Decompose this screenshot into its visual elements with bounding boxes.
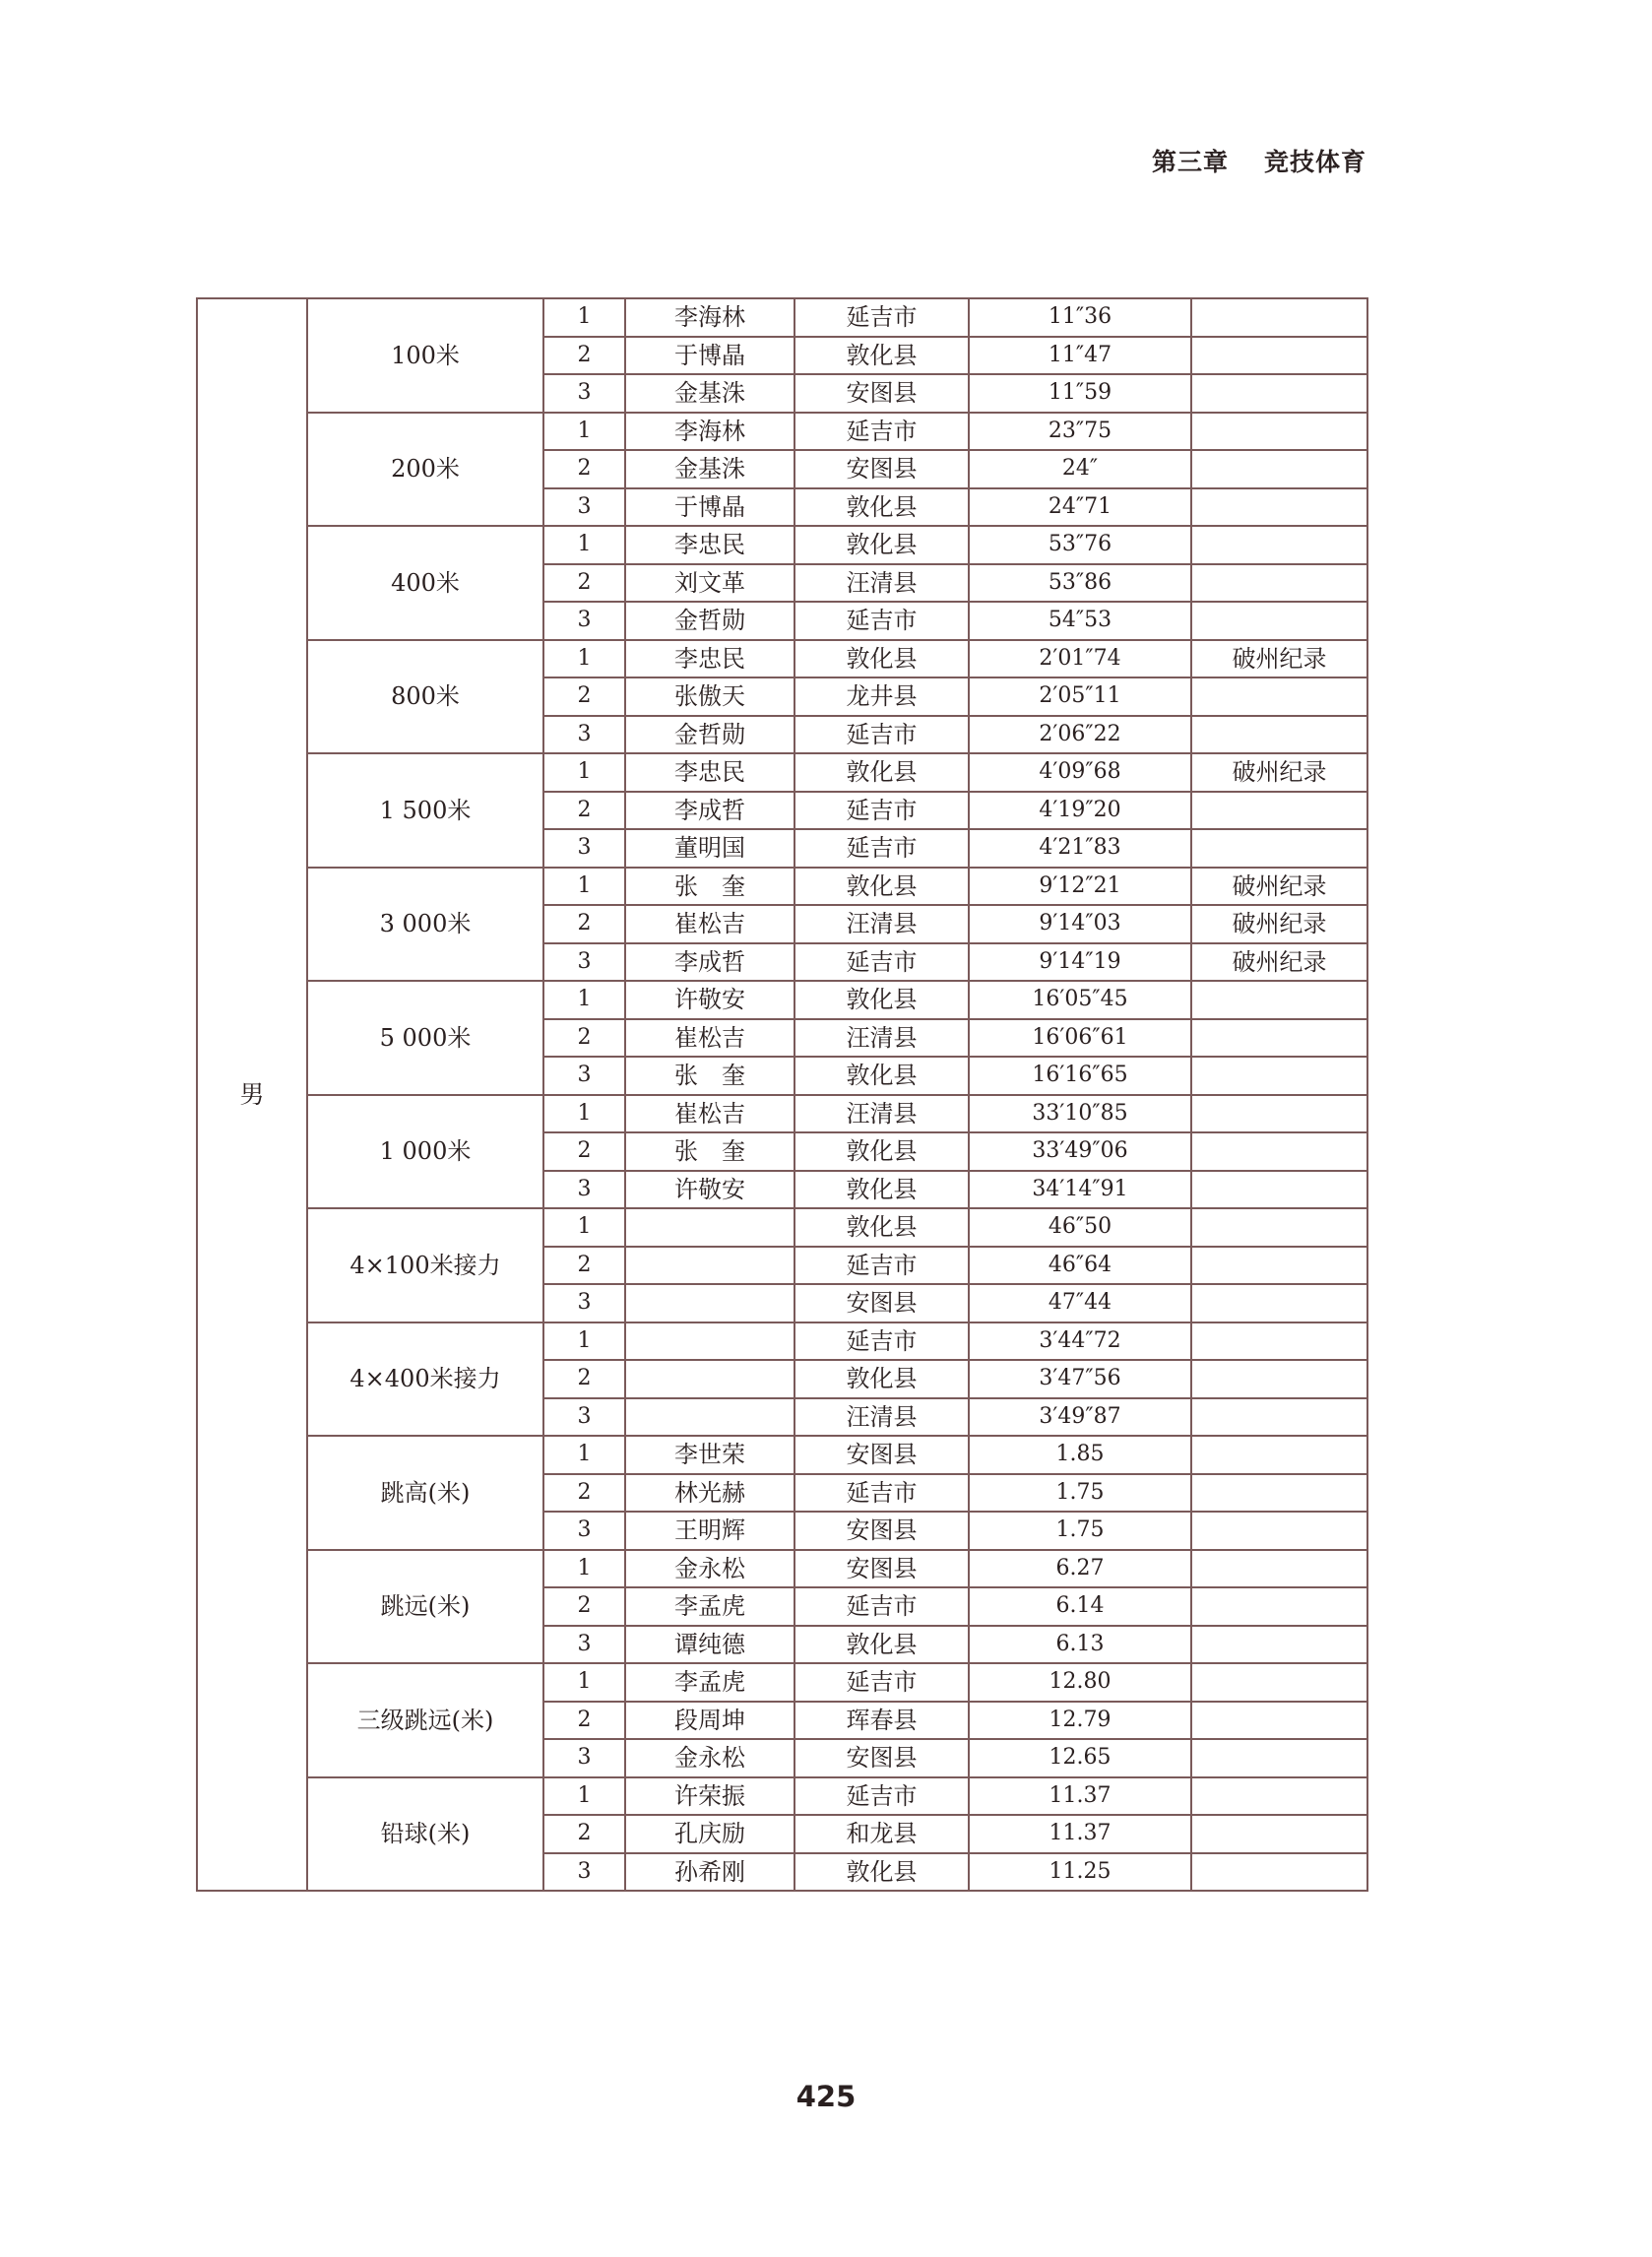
rank-cell: 1 xyxy=(543,1095,625,1133)
performance-cell: 11.37 xyxy=(969,1777,1191,1816)
table-row xyxy=(197,1663,1367,1702)
note-cell xyxy=(1191,337,1367,375)
performance-cell: 33′49″06 xyxy=(969,1132,1191,1171)
rank-cell: 2 xyxy=(543,337,625,375)
performance-cell: 11.25 xyxy=(969,1853,1191,1892)
region-cell: 敦化县 xyxy=(794,526,969,564)
athlete-name-cell xyxy=(625,1322,794,1361)
region-cell: 安图县 xyxy=(794,1436,969,1474)
athlete-name-cell: 李成哲 xyxy=(625,792,794,830)
table-row xyxy=(197,868,1367,906)
note-cell xyxy=(1191,677,1367,716)
note-cell xyxy=(1191,1663,1367,1702)
chapter-header xyxy=(1152,143,1366,178)
region-cell: 延吉市 xyxy=(794,792,969,830)
rank-cell: 1 xyxy=(543,1663,625,1702)
performance-cell: 16′06″61 xyxy=(969,1019,1191,1058)
rank-cell: 3 xyxy=(543,716,625,754)
region-cell: 敦化县 xyxy=(794,1626,969,1664)
performance-cell: 1.85 xyxy=(969,1436,1191,1474)
note-cell: 破州纪录 xyxy=(1191,868,1367,906)
athlete-name-cell: 崔松吉 xyxy=(625,905,794,943)
note-cell xyxy=(1191,1550,1367,1588)
note-cell xyxy=(1191,1587,1367,1626)
event-name-cell: 4×400米接力 xyxy=(307,1322,543,1437)
region-cell: 敦化县 xyxy=(794,1360,969,1398)
note-cell xyxy=(1191,526,1367,564)
table-row xyxy=(197,1777,1367,1816)
athlete-name-cell: 李孟虎 xyxy=(625,1587,794,1626)
athlete-name-cell: 张 奎 xyxy=(625,868,794,906)
region-cell: 敦化县 xyxy=(794,753,969,792)
table-row xyxy=(197,753,1367,792)
event-name-cell: 800米 xyxy=(307,640,543,754)
note-cell xyxy=(1191,1739,1367,1777)
region-cell: 延吉市 xyxy=(794,298,969,337)
note-cell xyxy=(1191,602,1367,640)
rank-cell: 1 xyxy=(543,981,625,1019)
event-name-cell: 4×100米接力 xyxy=(307,1208,543,1322)
rank-cell: 3 xyxy=(543,943,625,982)
athlete-name-cell: 王明辉 xyxy=(625,1512,794,1550)
performance-cell: 53″86 xyxy=(969,564,1191,603)
region-cell: 敦化县 xyxy=(794,488,969,527)
event-name-cell: 跳远(米) xyxy=(307,1550,543,1664)
note-cell xyxy=(1191,1702,1367,1740)
athlete-name-cell xyxy=(625,1398,794,1437)
region-cell: 延吉市 xyxy=(794,1777,969,1816)
rank-cell: 2 xyxy=(543,1247,625,1285)
athlete-name-cell: 李海林 xyxy=(625,413,794,451)
event-name-cell: 跳高(米) xyxy=(307,1436,543,1550)
note-cell xyxy=(1191,374,1367,413)
note-cell xyxy=(1191,1057,1367,1095)
performance-cell: 4′19″20 xyxy=(969,792,1191,830)
rank-cell: 1 xyxy=(543,753,625,792)
athlete-name-cell: 张 奎 xyxy=(625,1132,794,1171)
rank-cell: 1 xyxy=(543,413,625,451)
rank-cell: 2 xyxy=(543,564,625,603)
note-cell xyxy=(1191,1208,1367,1247)
athlete-name-cell: 崔松吉 xyxy=(625,1095,794,1133)
performance-cell: 34′14″91 xyxy=(969,1171,1191,1209)
athlete-name-cell: 崔松吉 xyxy=(625,1019,794,1058)
event-name-cell: 3 000米 xyxy=(307,868,543,982)
region-cell: 延吉市 xyxy=(794,413,969,451)
region-cell: 延吉市 xyxy=(794,943,969,982)
athlete-name-cell: 金基洙 xyxy=(625,450,794,488)
event-name-cell: 铅球(米) xyxy=(307,1777,543,1892)
note-cell xyxy=(1191,1626,1367,1664)
event-name-cell: 1 000米 xyxy=(307,1095,543,1209)
athlete-name-cell: 于博晶 xyxy=(625,488,794,527)
performance-cell: 54″53 xyxy=(969,602,1191,640)
event-name-cell: 1 500米 xyxy=(307,753,543,868)
note-cell: 破州纪录 xyxy=(1191,905,1367,943)
performance-cell: 16′05″45 xyxy=(969,981,1191,1019)
note-cell xyxy=(1191,1853,1367,1892)
performance-cell: 11″36 xyxy=(969,298,1191,337)
region-cell: 安图县 xyxy=(794,450,969,488)
performance-cell: 16′16″65 xyxy=(969,1057,1191,1095)
table-row xyxy=(197,1322,1367,1361)
rank-cell: 2 xyxy=(543,1019,625,1058)
note-cell xyxy=(1191,1284,1367,1322)
rank-cell: 1 xyxy=(543,640,625,678)
performance-cell: 6.13 xyxy=(969,1626,1191,1664)
rank-cell: 1 xyxy=(543,526,625,564)
region-cell: 敦化县 xyxy=(794,1853,969,1892)
performance-cell: 6.14 xyxy=(969,1587,1191,1626)
event-name-cell: 200米 xyxy=(307,413,543,527)
note-cell xyxy=(1191,564,1367,603)
rank-cell: 2 xyxy=(543,450,625,488)
note-cell: 破州纪录 xyxy=(1191,943,1367,982)
region-cell: 敦化县 xyxy=(794,1171,969,1209)
region-cell: 敦化县 xyxy=(794,1208,969,1247)
athlete-name-cell: 林光赫 xyxy=(625,1474,794,1513)
rank-cell: 2 xyxy=(543,1474,625,1513)
results-body xyxy=(197,298,1367,1891)
region-cell: 延吉市 xyxy=(794,1474,969,1513)
region-cell: 延吉市 xyxy=(794,1587,969,1626)
event-name-cell: 5 000米 xyxy=(307,981,543,1095)
gender-cell: 男 xyxy=(197,298,307,1891)
note-cell xyxy=(1191,1095,1367,1133)
athlete-name-cell: 李忠民 xyxy=(625,640,794,678)
rank-cell: 3 xyxy=(543,1398,625,1437)
performance-cell: 9′12″21 xyxy=(969,868,1191,906)
performance-cell: 46″50 xyxy=(969,1208,1191,1247)
rank-cell: 1 xyxy=(543,1550,625,1588)
athlete-name-cell: 于博晶 xyxy=(625,337,794,375)
note-cell xyxy=(1191,1132,1367,1171)
athlete-name-cell: 金哲勋 xyxy=(625,602,794,640)
rank-cell: 1 xyxy=(543,1777,625,1816)
performance-cell: 33′10″85 xyxy=(969,1095,1191,1133)
performance-cell: 11″47 xyxy=(969,337,1191,375)
performance-cell: 6.27 xyxy=(969,1550,1191,1588)
athlete-name-cell: 谭纯德 xyxy=(625,1626,794,1664)
athlete-name-cell xyxy=(625,1208,794,1247)
region-cell: 敦化县 xyxy=(794,1057,969,1095)
rank-cell: 1 xyxy=(543,1322,625,1361)
note-cell xyxy=(1191,716,1367,754)
performance-cell: 12.65 xyxy=(969,1739,1191,1777)
performance-cell: 12.80 xyxy=(969,1663,1191,1702)
note-cell xyxy=(1191,450,1367,488)
rank-cell: 3 xyxy=(543,488,625,527)
region-cell: 延吉市 xyxy=(794,716,969,754)
rank-cell: 3 xyxy=(543,829,625,868)
region-cell: 汪清县 xyxy=(794,1019,969,1058)
rank-cell: 1 xyxy=(543,868,625,906)
athlete-name-cell: 金哲勋 xyxy=(625,716,794,754)
rank-cell: 3 xyxy=(543,1057,625,1095)
page-number: 425 xyxy=(795,2080,857,2113)
chapter-title: 竞技体育 xyxy=(1263,148,1366,176)
performance-cell: 4′09″68 xyxy=(969,753,1191,792)
performance-cell: 9′14″03 xyxy=(969,905,1191,943)
performance-cell: 1.75 xyxy=(969,1474,1191,1513)
region-cell: 敦化县 xyxy=(794,1132,969,1171)
table-row xyxy=(197,981,1367,1019)
note-cell xyxy=(1191,1247,1367,1285)
performance-cell: 2′05″11 xyxy=(969,677,1191,716)
note-cell xyxy=(1191,1019,1367,1058)
table-row xyxy=(197,1436,1367,1474)
rank-cell: 2 xyxy=(543,1587,625,1626)
region-cell: 延吉市 xyxy=(794,1663,969,1702)
region-cell: 安图县 xyxy=(794,1284,969,1322)
athlete-name-cell: 段周坤 xyxy=(625,1702,794,1740)
rank-cell: 3 xyxy=(543,1739,625,1777)
table-row xyxy=(197,1208,1367,1247)
table-row xyxy=(197,413,1367,451)
performance-cell: 24″71 xyxy=(969,488,1191,527)
table-row xyxy=(197,640,1367,678)
performance-cell: 2′06″22 xyxy=(969,716,1191,754)
chapter-label: 第三章 xyxy=(1151,148,1229,176)
rank-cell: 3 xyxy=(543,1512,625,1550)
rank-cell: 2 xyxy=(543,905,625,943)
note-cell: 破州纪录 xyxy=(1191,753,1367,792)
region-cell: 敦化县 xyxy=(794,981,969,1019)
athlete-name-cell: 李海林 xyxy=(625,298,794,337)
rank-cell: 3 xyxy=(543,1171,625,1209)
note-cell xyxy=(1191,1777,1367,1816)
athlete-name-cell: 李忠民 xyxy=(625,753,794,792)
note-cell xyxy=(1191,829,1367,868)
performance-cell: 9′14″19 xyxy=(969,943,1191,982)
rank-cell: 2 xyxy=(543,1702,625,1740)
note-cell xyxy=(1191,792,1367,830)
region-cell: 延吉市 xyxy=(794,602,969,640)
rank-cell: 3 xyxy=(543,1853,625,1892)
athlete-name-cell: 许荣振 xyxy=(625,1777,794,1816)
note-cell xyxy=(1191,488,1367,527)
event-name-cell: 三级跳远(米) xyxy=(307,1663,543,1777)
rank-cell: 2 xyxy=(543,1815,625,1853)
note-cell xyxy=(1191,1474,1367,1513)
table-row xyxy=(197,526,1367,564)
performance-cell: 3′44″72 xyxy=(969,1322,1191,1361)
athlete-name-cell: 李忠民 xyxy=(625,526,794,564)
note-cell xyxy=(1191,298,1367,337)
performance-cell: 3′47″56 xyxy=(969,1360,1191,1398)
performance-cell: 11″59 xyxy=(969,374,1191,413)
athlete-name-cell: 李世荣 xyxy=(625,1436,794,1474)
event-name-cell: 400米 xyxy=(307,526,543,640)
athlete-name-cell xyxy=(625,1360,794,1398)
note-cell xyxy=(1191,1322,1367,1361)
region-cell: 延吉市 xyxy=(794,1322,969,1361)
region-cell: 汪清县 xyxy=(794,905,969,943)
performance-cell: 46″64 xyxy=(969,1247,1191,1285)
note-cell xyxy=(1191,1436,1367,1474)
region-cell: 敦化县 xyxy=(794,337,969,375)
performance-cell: 1.75 xyxy=(969,1512,1191,1550)
athlete-name-cell: 张傲天 xyxy=(625,677,794,716)
performance-cell: 47″44 xyxy=(969,1284,1191,1322)
note-cell xyxy=(1191,1398,1367,1437)
rank-cell: 2 xyxy=(543,677,625,716)
table-row xyxy=(197,1550,1367,1588)
athlete-name-cell: 许敬安 xyxy=(625,1171,794,1209)
rank-cell: 2 xyxy=(543,1360,625,1398)
athlete-name-cell: 张 奎 xyxy=(625,1057,794,1095)
note-cell xyxy=(1191,413,1367,451)
region-cell: 安图县 xyxy=(794,374,969,413)
performance-cell: 23″75 xyxy=(969,413,1191,451)
performance-cell: 12.79 xyxy=(969,1702,1191,1740)
athlete-name-cell: 董明国 xyxy=(625,829,794,868)
rank-cell: 1 xyxy=(543,298,625,337)
rank-cell: 3 xyxy=(543,1626,625,1664)
table-row xyxy=(197,298,1367,337)
event-name-cell: 100米 xyxy=(307,298,543,413)
performance-cell: 24″ xyxy=(969,450,1191,488)
athlete-name-cell: 孙希刚 xyxy=(625,1853,794,1892)
rank-cell: 3 xyxy=(543,374,625,413)
region-cell: 龙井县 xyxy=(794,677,969,716)
rank-cell: 3 xyxy=(543,1284,625,1322)
rank-cell: 2 xyxy=(543,1132,625,1171)
athlete-name-cell: 刘文革 xyxy=(625,564,794,603)
note-cell xyxy=(1191,1171,1367,1209)
region-cell: 汪清县 xyxy=(794,1095,969,1133)
performance-cell: 4′21″83 xyxy=(969,829,1191,868)
performance-cell: 11.37 xyxy=(969,1815,1191,1853)
athlete-name-cell: 李孟虎 xyxy=(625,1663,794,1702)
note-cell xyxy=(1191,1815,1367,1853)
rank-cell: 1 xyxy=(543,1208,625,1247)
performance-cell: 2′01″74 xyxy=(969,640,1191,678)
performance-cell: 3′49″87 xyxy=(969,1398,1191,1437)
results-table xyxy=(196,297,1368,1892)
region-cell: 安图县 xyxy=(794,1550,969,1588)
region-cell: 敦化县 xyxy=(794,640,969,678)
note-cell xyxy=(1191,981,1367,1019)
athlete-name-cell xyxy=(625,1247,794,1285)
region-cell: 安图县 xyxy=(794,1512,969,1550)
athlete-name-cell: 金基洙 xyxy=(625,374,794,413)
note-cell xyxy=(1191,1512,1367,1550)
athlete-name-cell: 许敬安 xyxy=(625,981,794,1019)
region-cell: 延吉市 xyxy=(794,1247,969,1285)
athlete-name-cell: 孔庆励 xyxy=(625,1815,794,1853)
note-cell xyxy=(1191,1360,1367,1398)
region-cell: 汪清县 xyxy=(794,564,969,603)
region-cell: 和龙县 xyxy=(794,1815,969,1853)
region-cell: 珲春县 xyxy=(794,1702,969,1740)
rank-cell: 3 xyxy=(543,602,625,640)
athlete-name-cell: 金永松 xyxy=(625,1550,794,1588)
rank-cell: 2 xyxy=(543,792,625,830)
rank-cell: 1 xyxy=(543,1436,625,1474)
region-cell: 敦化县 xyxy=(794,868,969,906)
performance-cell: 53″76 xyxy=(969,526,1191,564)
note-cell: 破州纪录 xyxy=(1191,640,1367,678)
athlete-name-cell: 金永松 xyxy=(625,1739,794,1777)
athlete-name-cell xyxy=(625,1284,794,1322)
region-cell: 安图县 xyxy=(794,1739,969,1777)
region-cell: 汪清县 xyxy=(794,1398,969,1437)
athlete-name-cell: 李成哲 xyxy=(625,943,794,982)
region-cell: 延吉市 xyxy=(794,829,969,868)
table-row xyxy=(197,1095,1367,1133)
